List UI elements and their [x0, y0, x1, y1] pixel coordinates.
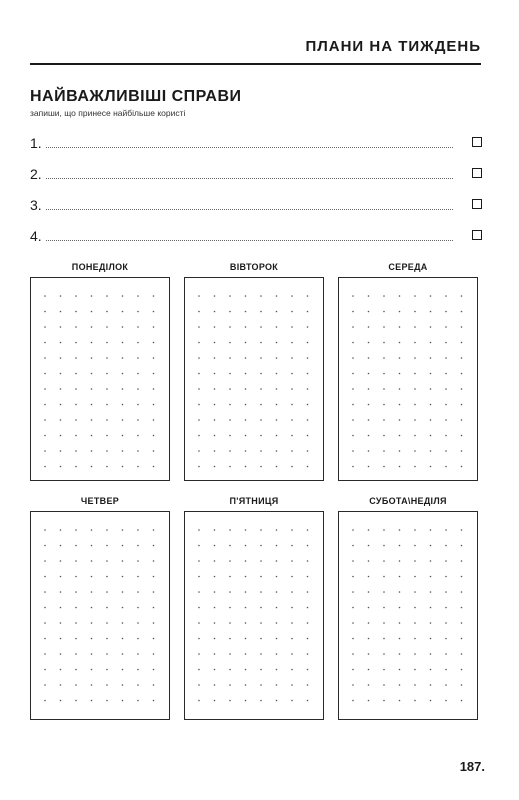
priority-checkbox[interactable] [472, 199, 482, 209]
page-number: 187. [459, 759, 485, 774]
priority-writing-line[interactable] [46, 240, 453, 241]
header-rule [30, 63, 481, 65]
dot-grid [185, 512, 323, 719]
day-label-wednesday: СЕРЕДА [388, 262, 428, 272]
priorities-title: НАЙВАЖЛИВІШІ СПРАВИ [30, 88, 242, 105]
dot-grid [185, 278, 323, 480]
priority-number: 4. [30, 228, 42, 244]
dot-grid [339, 512, 477, 719]
day-box-friday[interactable] [184, 511, 324, 720]
priority-number: 2. [30, 166, 42, 182]
priority-row-4 [30, 224, 482, 244]
priority-checkbox[interactable] [472, 137, 482, 147]
dot-grid [339, 278, 477, 480]
priority-checkbox[interactable] [472, 230, 482, 240]
day-label-weekend: СУБОТА\НЕДІЛЯ [369, 496, 447, 506]
priority-number: 1. [30, 135, 42, 151]
dot-grid [31, 512, 169, 719]
priority-row-1 [30, 131, 482, 151]
priority-row-3 [30, 193, 482, 213]
priority-writing-line[interactable] [46, 178, 453, 179]
page-title: ПЛАНИ НА ТИЖДЕНЬ [305, 38, 481, 55]
priority-writing-line[interactable] [46, 209, 453, 210]
day-label-tuesday: ВІВТОРОК [229, 262, 279, 272]
priority-writing-line[interactable] [46, 147, 453, 148]
day-label-monday: ПОНЕДІЛОК [71, 262, 129, 272]
day-label-friday: П'ЯТНИЦЯ [229, 496, 279, 506]
priorities-subtitle: запиши, що принесе найбільше користі [30, 108, 186, 118]
dot-grid [31, 278, 169, 480]
day-label-thursday: ЧЕТВЕР [80, 496, 120, 506]
day-box-weekend[interactable] [338, 511, 478, 720]
priority-row-2 [30, 162, 482, 182]
day-box-wednesday[interactable] [338, 277, 478, 481]
priority-checkbox[interactable] [472, 168, 482, 178]
day-box-monday[interactable] [30, 277, 170, 481]
priority-number: 3. [30, 197, 42, 213]
day-box-thursday[interactable] [30, 511, 170, 720]
day-box-tuesday[interactable] [184, 277, 324, 481]
